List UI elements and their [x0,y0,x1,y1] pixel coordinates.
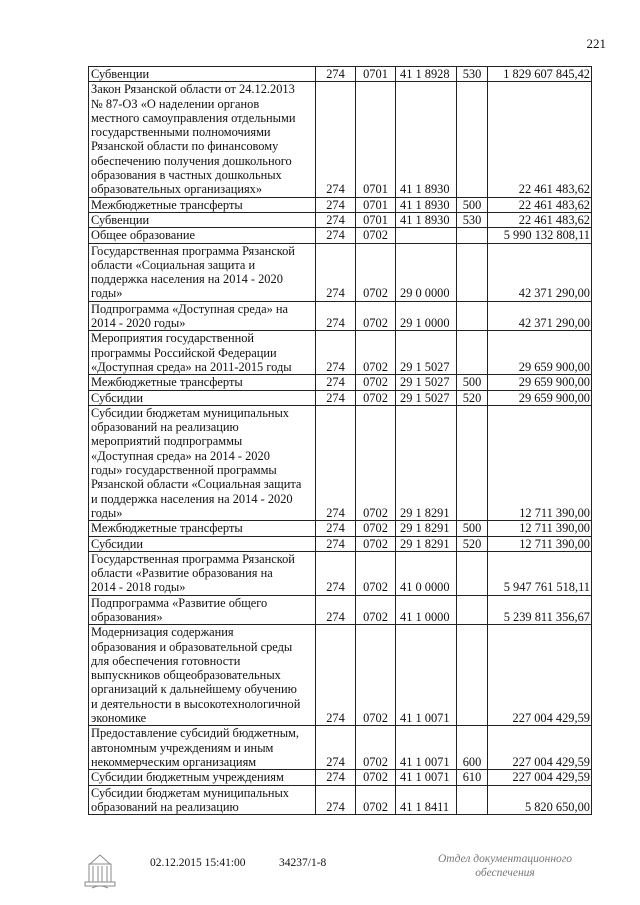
row-vr-cell: 530 [457,67,488,82]
footer-datetime: 02.12.2015 15:41:00 [150,857,246,869]
row-csr-cell: 41 0 0000 [396,551,457,595]
row-ved-cell: 274 [316,625,356,726]
row-vr-cell: 600 [457,726,488,770]
row-csr-cell: 29 0 0000 [396,243,457,301]
table-row [89,301,592,331]
row-sum-cell: 22 461 483,62 [488,212,592,227]
row-vr-cell [457,625,488,726]
table-row [89,243,592,301]
row-name-cell: Межбюджетные трансферты [89,521,316,536]
row-sum-cell: 5 990 132 808,11 [488,228,592,243]
row-csr-cell: 29 1 5027 [396,331,457,375]
row-vr-cell [457,405,488,520]
row-rzpr-cell: 0702 [356,726,396,770]
row-name-cell: Субвенции [89,212,316,227]
row-sum-cell: 29 659 900,00 [488,390,592,405]
row-rzpr-cell: 0702 [356,785,396,815]
row-csr-cell: 41 1 0071 [396,770,457,785]
row-name-cell: Межбюджетные трансферты [89,375,316,390]
row-sum-cell: 5 947 761 518,11 [488,551,592,595]
row-vr-cell [457,301,488,331]
table-row [89,405,592,520]
row-ved-cell: 274 [316,197,356,212]
row-sum-cell: 227 004 429,59 [488,726,592,770]
row-ved-cell: 274 [316,770,356,785]
table-row [89,390,592,405]
row-csr-cell: 29 1 8291 [396,521,457,536]
row-name-cell: Общее образование [89,228,316,243]
row-ved-cell: 274 [316,331,356,375]
row-name-cell: Субсидии бюджетам муниципальных образований на реализацию [89,785,316,815]
row-sum-cell: 227 004 429,59 [488,770,592,785]
row-name-cell: Субсидии [89,536,316,551]
table-row [89,726,592,770]
row-name-cell: Модернизация содержания образования и образовательной среды для обеспечения готовности выпускников общеобразовательных организаций к дальнейшему обучению и деятельности в высокотехнологичной экономике [89,625,316,726]
row-vr-cell [457,228,488,243]
row-ved-cell: 274 [316,551,356,595]
row-rzpr-cell: 0701 [356,82,396,197]
footer-department [430,852,580,880]
table-row [89,228,592,243]
row-rzpr-cell: 0702 [356,390,396,405]
footer-department-line1: Отдел документационного [437,853,573,865]
table-row [89,785,592,815]
building-stamp-icon [80,852,120,892]
row-sum-cell: 12 711 390,00 [488,536,592,551]
row-name-cell: Предоставление субсидий бюджетным, автономным учреждениям и иным некоммерческим организациям [89,726,316,770]
table-row [89,82,592,197]
row-rzpr-cell: 0702 [356,521,396,536]
row-csr-cell: 41 1 0071 [396,625,457,726]
row-vr-cell: 500 [457,521,488,536]
row-ved-cell: 274 [316,67,356,82]
row-csr-cell: 41 1 8411 [396,785,457,815]
row-name-cell: Подпрограмма «Развитие общего образования» [89,595,316,625]
row-csr-cell: 29 1 0000 [396,301,457,331]
table-row [89,536,592,551]
row-csr-cell: 41 1 8930 [396,212,457,227]
row-vr-cell [457,243,488,301]
row-sum-cell: 5 239 811 356,67 [488,595,592,625]
row-name-cell: Субвенции [89,67,316,82]
row-csr-cell [396,228,457,243]
row-sum-cell: 42 371 290,00 [488,243,592,301]
row-ved-cell: 274 [316,243,356,301]
row-vr-cell [457,785,488,815]
row-name-cell: Государственная программа Рязанской области «Социальная защита и поддержка населения на 2014 - 2020 годы» [89,243,316,301]
row-vr-cell: 500 [457,375,488,390]
row-csr-cell: 41 1 0000 [396,595,457,625]
row-rzpr-cell: 0702 [356,243,396,301]
row-csr-cell: 41 1 8930 [396,82,457,197]
row-rzpr-cell: 0702 [356,625,396,726]
row-name-cell: Государственная программа Рязанской области «Развитие образования на 2014 - 2018 годы» [89,551,316,595]
row-sum-cell: 12 711 390,00 [488,521,592,536]
row-vr-cell [457,595,488,625]
row-ved-cell: 274 [316,785,356,815]
row-sum-cell: 5 820 650,00 [488,785,592,815]
row-sum-cell: 22 461 483,62 [488,197,592,212]
footer-department-line2: обеспечения [475,867,535,879]
row-sum-cell: 42 371 290,00 [488,301,592,331]
row-ved-cell: 274 [316,301,356,331]
row-name-cell: Закон Рязанской области от 24.12.2013 № 87-ОЗ «О наделении органов местного самоуправления отдельными государственными полномочиями Рязанской области по финансовому обеспечению получения дошкольного образования в частных дошкольных образовательных организациях» [89,82,316,197]
row-rzpr-cell: 0702 [356,551,396,595]
row-rzpr-cell: 0701 [356,67,396,82]
table-row [89,770,592,785]
row-sum-cell: 22 461 483,62 [488,82,592,197]
row-rzpr-cell: 0701 [356,197,396,212]
row-csr-cell: 41 1 8928 [396,67,457,82]
row-rzpr-cell: 0702 [356,770,396,785]
row-ved-cell: 274 [316,726,356,770]
page-number: 221 [586,36,606,51]
row-csr-cell: 29 1 8291 [396,536,457,551]
row-ved-cell: 274 [316,228,356,243]
row-ved-cell: 274 [316,536,356,551]
footer-doc-id: 34237/1-8 [279,857,327,869]
row-sum-cell: 29 659 900,00 [488,375,592,390]
row-ved-cell: 274 [316,405,356,520]
table-row [89,551,592,595]
row-name-cell: Субсидии бюджетам муниципальных образований на реализацию мероприятий подпрограммы «Доступная среда» на 2014 - 2020 годы» государственной программы Рязанской области «Социальная защита и поддержка населения на 2014 - 2020 годы» [89,405,316,520]
row-csr-cell: 41 1 0071 [396,726,457,770]
table-row [89,67,592,82]
row-sum-cell: 1 829 607 845,42 [488,67,592,82]
page-footer [0,852,640,902]
row-rzpr-cell: 0702 [356,228,396,243]
row-rzpr-cell: 0702 [356,405,396,520]
row-rzpr-cell: 0701 [356,212,396,227]
row-vr-cell [457,551,488,595]
row-name-cell: Субсидии бюджетным учреждениям [89,770,316,785]
table-row [89,625,592,726]
row-name-cell: Мероприятия государственной программы Российской Федерации «Доступная среда» на 2011-2015 годы [89,331,316,375]
table-row [89,331,592,375]
row-sum-cell: 227 004 429,59 [488,625,592,726]
row-ved-cell: 274 [316,82,356,197]
row-csr-cell: 29 1 8291 [396,405,457,520]
row-name-cell: Субсидии [89,390,316,405]
row-rzpr-cell: 0702 [356,536,396,551]
row-ved-cell: 274 [316,212,356,227]
table-row [89,375,592,390]
row-csr-cell: 29 1 5027 [396,390,457,405]
row-csr-cell: 29 1 5027 [396,375,457,390]
row-vr-cell: 610 [457,770,488,785]
row-ved-cell: 274 [316,390,356,405]
row-vr-cell: 520 [457,536,488,551]
row-vr-cell: 530 [457,212,488,227]
row-rzpr-cell: 0702 [356,375,396,390]
row-rzpr-cell: 0702 [356,301,396,331]
row-name-cell: Подпрограмма «Доступная среда» на 2014 - 2020 годы» [89,301,316,331]
row-vr-cell: 520 [457,390,488,405]
row-ved-cell: 274 [316,375,356,390]
row-rzpr-cell: 0702 [356,595,396,625]
row-sum-cell: 12 711 390,00 [488,405,592,520]
row-name-cell: Межбюджетные трансферты [89,197,316,212]
table-row [89,197,592,212]
row-rzpr-cell: 0702 [356,331,396,375]
table-row [89,595,592,625]
row-vr-cell [457,331,488,375]
table-row [89,521,592,536]
row-sum-cell: 29 659 900,00 [488,331,592,375]
row-ved-cell: 274 [316,595,356,625]
row-vr-cell [457,82,488,197]
row-ved-cell: 274 [316,521,356,536]
budget-table [88,66,592,815]
table-row [89,212,592,227]
row-csr-cell: 41 1 8930 [396,197,457,212]
row-vr-cell: 500 [457,197,488,212]
